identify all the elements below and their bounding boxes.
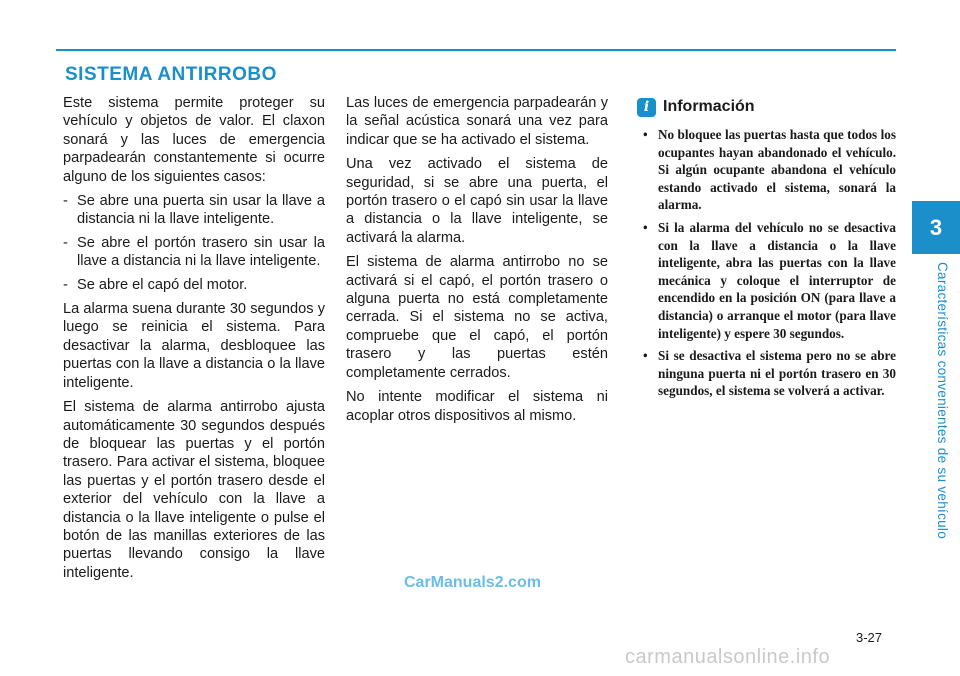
chapter-number: 3: [929, 214, 943, 240]
paragraph: El sistema de alarma antirrobo no se activará si el capó, el portón trasero o alguna puerta no está completamente cerrada. Si el sistema no se activa, compruebe que el capó, el portón trasero y las puertas estén completamente cerrados.: [346, 254, 608, 381]
footer-watermark: carmanualsonline.info: [625, 646, 831, 668]
paragraph: Las luces de emergencia parpadearán y la señal acústica sonará una vez para indicar que se ha activado el sistema.: [346, 95, 608, 148]
chapter-title: Características convenientes de su vehículo: [935, 262, 950, 540]
header-rule: [56, 49, 896, 51]
column-middle: [346, 94, 608, 431]
paragraph: No intente modificar el sistema ni acoplar otros dispositivos al mismo.: [346, 389, 608, 424]
watermark-link[interactable]: CarManuals2.com: [404, 574, 541, 591]
paragraph: Este sistema permite proteger su vehículo y objetos de valor. El claxon sonará y las luces de emergencia parpadearán constantemente si ocurre alguno de los siguientes casos:: [63, 95, 325, 185]
list-item: - Se abre el capó del motor.: [63, 276, 325, 294]
list-item: - Se abre una puerta sin usar la llave a distancia ni la llave inteligente.: [63, 192, 325, 229]
info-item: • No bloquee las puertas hasta que todos los ocupantes hayan abandonado el vehículo. Si algún ocupante abandona el vehículo estando activado el sistema, sonará la alarma.: [637, 126, 896, 214]
condition-list: [63, 192, 325, 294]
paragraph: El sistema de alarma antirrobo ajusta automáticamente 30 segundos después de bloquear las puertas y el portón trasero. Para activar el sistema, bloquee las puertas y el portón trasero desde el exterior del vehículo con la llave a distancia o la llave inteligente o pulse el botón de las manillas exteriores de las puertas llevando consigo la llave inteligente.: [63, 399, 325, 581]
info-box: [637, 94, 896, 405]
list-item: - Se abre el portón trasero sin usar la llave a distancia ni la llave inteligente.: [63, 234, 325, 271]
info-list: [637, 126, 896, 400]
page-number: 3-27: [856, 630, 883, 645]
info-item: • Si la alarma del vehículo no se desactiva con la llave a distancia o la llave inteligente, abra las puertas con la llave mecánica y coloque el interruptor de encendido en la posición ON (para llave a distancia) o arranque el motor (para llave inteligente) y espere 30 segundos.: [637, 219, 896, 342]
info-item: • Si se desactiva el sistema pero no se abre ninguna puerta ni el portón trasero en 30 segundos, el sistema se volverá a activar.: [637, 347, 896, 400]
chapter-tab[interactable]: [912, 201, 960, 254]
column-left: [63, 94, 325, 588]
info-header: [637, 94, 896, 120]
info-title: Información: [663, 98, 755, 115]
info-icon: i: [637, 98, 656, 117]
paragraph: Una vez activado el sistema de seguridad, si se abre una puerta, el portón trasero o el capó sin usar la llave a distancia o la llave inteligente, se activará la alarma.: [346, 156, 608, 246]
section-title: SISTEMA ANTIRROBO: [65, 64, 277, 85]
paragraph: La alarma suena durante 30 segundos y luego se reinicia el sistema. Para desactivar la alarma, desbloquee las puertas con la llave a distancia o la llave inteligente.: [63, 301, 325, 391]
